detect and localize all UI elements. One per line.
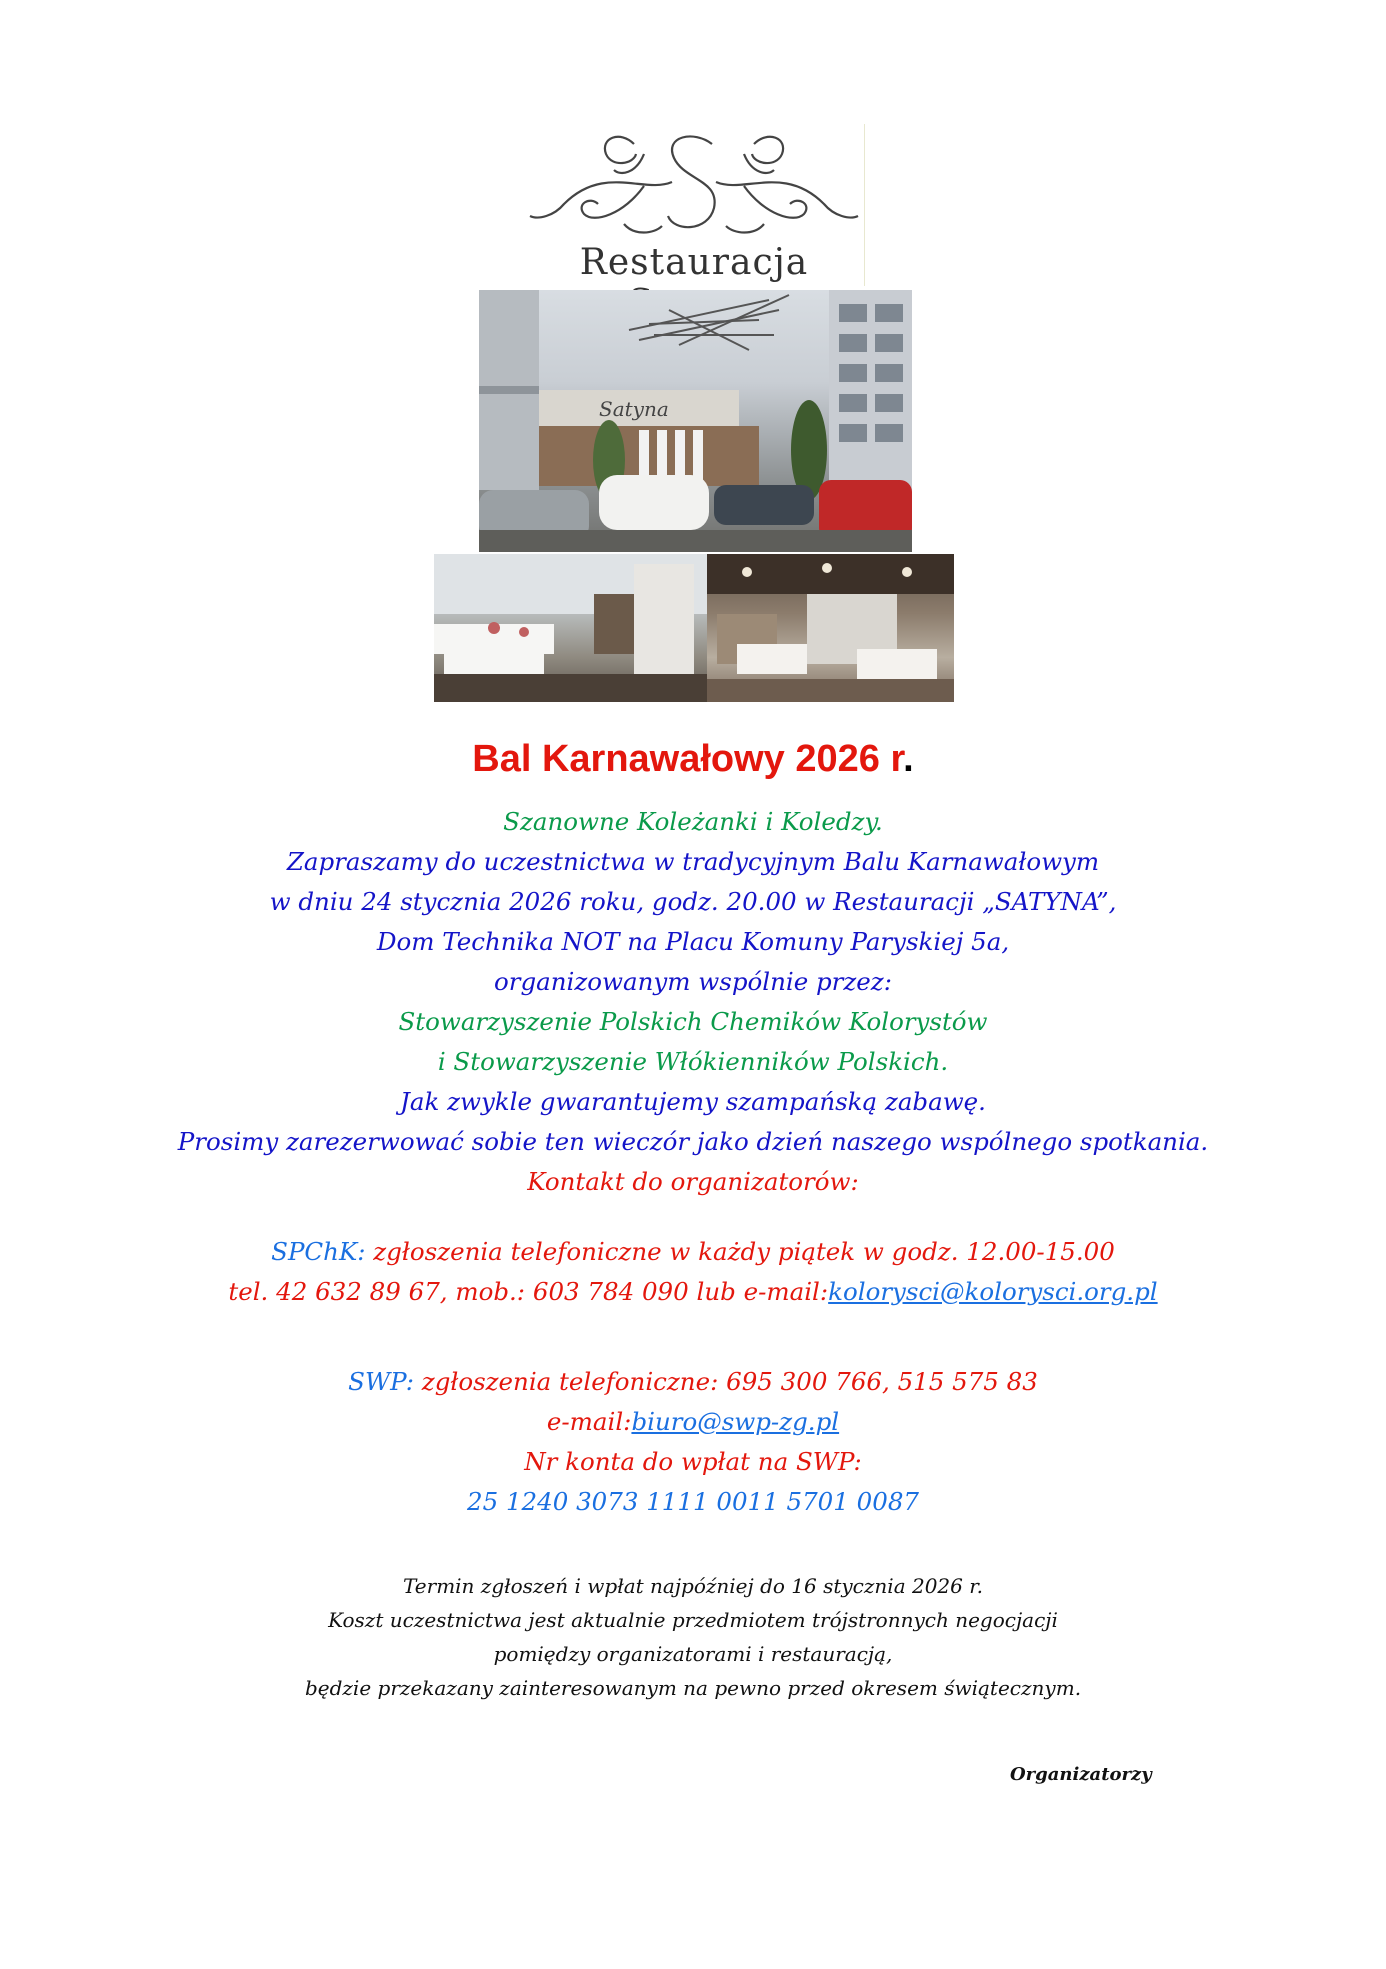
restaurant-hall-photo-1 xyxy=(434,554,707,702)
organizer-1: Stowarzyszenie Polskich Chemików Kolorystów xyxy=(398,1007,988,1036)
invite-line-6: Prosimy zarezerwować sobie ten wieczór jako dzień naszego wspólnego spotkania. xyxy=(177,1127,1209,1156)
spchk-line xyxy=(0,1236,1386,1268)
contact-header: Kontakt do organizatorów: xyxy=(527,1167,859,1196)
spchk-text: zgłoszenia telefoniczne w każdy piątek w godz. 12.00-15.00 xyxy=(365,1237,1115,1266)
greeting: Szanowne Koleżanki i Koledzy. xyxy=(503,807,883,836)
signature: Organizatorzy xyxy=(1010,1764,1152,1785)
swp-email-label: e-mail: xyxy=(546,1407,632,1436)
invite-line-4: organizowanym wspólnie przez: xyxy=(494,967,892,996)
invite-line-2: w dniu 24 stycznia 2026 roku, godz. 20.00 w Restauracji „SATYNA”, xyxy=(269,887,1117,916)
note-line-3: pomiędzy organizatorami i restauracją, xyxy=(493,1642,893,1666)
spchk-contact-line xyxy=(0,1276,1386,1308)
note-line-2: Koszt uczestnictwa jest aktualnie przedmiotem trójstronnych negocjacji xyxy=(328,1608,1058,1632)
spchk-email-link[interactable]: kolorysci@kolorysci.org.pl xyxy=(828,1277,1158,1306)
note-line-1: Termin zgłoszeń i wpłat najpóźniej do 16 stycznia 2026 r. xyxy=(403,1574,983,1598)
invite-line-1: Zapraszamy do uczestnictwa w tradycyjnym Balu Karnawałowym xyxy=(286,847,1100,876)
page-title xyxy=(0,738,1386,781)
title-text: Bal Karnawałowy 2026 r xyxy=(472,738,904,780)
invite-line-3: Dom Technika NOT na Placu Komuny Paryskiej 5a, xyxy=(376,927,1010,956)
restaurant-exterior-photo xyxy=(479,290,912,552)
swp-account-label: Nr konta do wpłat na SWP: xyxy=(524,1447,862,1476)
swp-line xyxy=(0,1366,1386,1398)
swp-text: zgłoszenia telefoniczne: 695 300 766, 515 575 83 xyxy=(414,1367,1038,1396)
ornament-logo-graphic xyxy=(524,124,864,244)
swp-email-line xyxy=(0,1406,1386,1438)
swp-email-link[interactable]: biuro@swp-zg.pl xyxy=(631,1407,840,1436)
title-dot: . xyxy=(903,738,914,780)
spchk-label: SPChK: xyxy=(271,1237,366,1266)
spchk-phones: tel. 42 632 89 67, mob.: 603 784 090 lub e-mail: xyxy=(228,1277,829,1306)
invite-line-5: Jak zwykle gwarantujemy szampańską zabawę. xyxy=(400,1087,986,1116)
note-line-4: będzie przekazany zainteresowanym na pewno przed okresem świątecznym. xyxy=(304,1676,1082,1700)
restaurant-hall-photo-2 xyxy=(707,554,954,702)
swp-account-number: 25 1240 3073 1111 0011 5701 0087 xyxy=(466,1487,919,1516)
organizer-2: i Stowarzyszenie Włókienników Polskich. xyxy=(437,1047,949,1076)
logo-text: Restauracja xyxy=(579,242,809,283)
restaurant-logo xyxy=(524,124,865,286)
swp-label: SWP: xyxy=(348,1367,414,1396)
exterior-sign-text: Satyna xyxy=(599,397,669,421)
